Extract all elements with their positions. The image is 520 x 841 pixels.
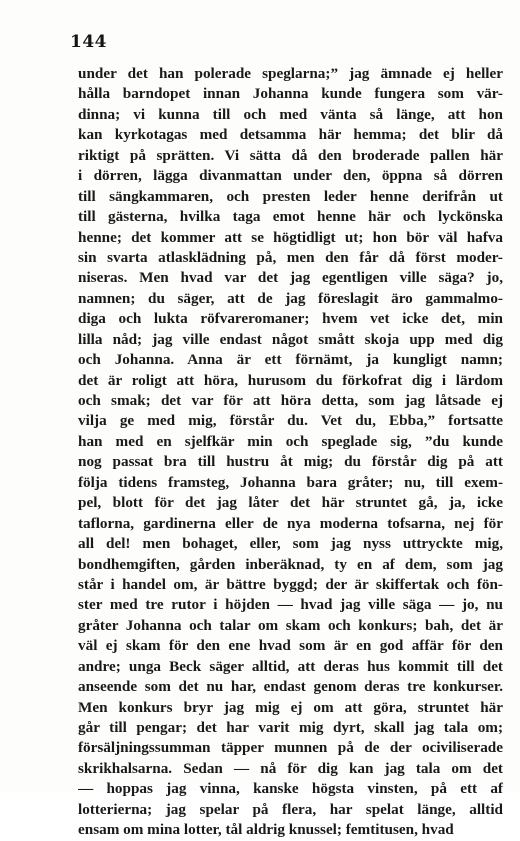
text-line: under det han polerade speglarna;” jag ämnade ej heller <box>78 65 503 82</box>
text-line: han med en sjelfkär min och speglade sig, ”du kunde <box>78 432 503 450</box>
text-line: gråter Johanna och talar om skam och konkurs; bah, det är <box>78 616 503 634</box>
text-line: pel, blott för det jag låter det här struntet gå, ja, icke <box>78 494 503 512</box>
text-line: följa tidens framsteg, Johanna bara gråter; nu, till exem- <box>78 473 503 491</box>
text-line: vilja ge med mig, förstår du. Vet du, Ebba,” fortsatte <box>78 412 503 430</box>
text-line: niseras. Men hvad var det jag egentligen ville säga? jo, <box>78 269 503 287</box>
text-line: lotterierna; jag spelar på flera, har spelat länge, alltid <box>78 800 503 818</box>
text-line: ensam om mina lotter, tål aldrig knussel; femtitusen, hvad <box>78 821 454 839</box>
text-line: sin svarta atlasklädning på, men den får då först moder- <box>78 248 503 266</box>
text-line: henne; det kommer att se högtidligt ut; hon bör väl hafva <box>78 228 503 246</box>
text-line: andre; unga Beck säger alltid, att deras hus kommit till det <box>78 657 503 675</box>
text-line: lilla nåd; jag ville endast något smått skoja upp med dig <box>78 330 503 348</box>
body-text <box>78 64 503 841</box>
text-line: diga och lukta röfvareromaner; hvem vet icke det, min <box>78 310 503 328</box>
text-line: i dörren, lägga divanmattan under den, öppna så dörren <box>78 167 503 185</box>
text-line: Men konkurs bryr jag mig ej om att göra, struntet här <box>78 698 503 716</box>
text-line: anseende som det nu har, endast genom deras tre konkurser. <box>78 678 503 696</box>
text-line: taflorna, gardinerna eller de nya moderna tofsarna, nej för <box>78 514 503 532</box>
text-line: till sängkammaren, och presten leder henne derifrån ut <box>78 187 503 205</box>
text-line: står i handel om, är bättre byggd; der är skiffertak och fön- <box>78 575 503 593</box>
text-line: skrikhalsarna. Sedan — nå för dig kan jag tala om det <box>78 759 503 777</box>
text-line: väl ej skam för den ene hvad som är en god affär för den <box>78 637 503 655</box>
text-line: kan kyrkotagas med detsamma här hemma; det blir då <box>78 126 503 144</box>
text-line: försäljningssumman täpper munnen på de der ociviliserade <box>78 739 503 757</box>
text-line: namnen; du säger, att de jag föreslagit äro gammalmo- <box>78 289 503 307</box>
text-line: nog passat bra till hustru åt mig; du förstår dig på att <box>78 453 503 471</box>
text-line: till gästerna, hvilka taga emot henne här och lyckönska <box>78 208 503 226</box>
text-line: ster med tre rutor i höjden — hvad jag ville säga — jo, nu <box>78 596 503 614</box>
text-line: dinna; vi kunna till och med vänta så länge, att hon <box>78 105 503 123</box>
text-line: och smak; det var för att höra detta, som jag låtsade ej <box>78 392 503 409</box>
text-line: bondhemgiften, gården inberäknad, ty en af dem, som jag <box>78 555 503 573</box>
page-number: 144 <box>70 32 107 52</box>
text-line: all del! men bohaget, eller, som jag nyss uttryckte mig, <box>78 535 503 553</box>
text-line: — hoppas jag vinna, kanske högsta vinsten, på ett af <box>78 780 503 798</box>
text-line: går till pengar; det har varit mig dyrt, skall jag tala om; <box>78 719 503 736</box>
text-line: och Johanna. Anna är ett förnämt, ja kungligt namn; <box>78 351 503 369</box>
text-line: hålla barndopet innan Johanna kunde fungera som vär- <box>78 85 503 103</box>
text-line: riktigt på sprätten. Vi sätta då den broderade pallen här <box>78 146 503 164</box>
text-line: det är roligt att höra, hurusom du förkofrat dig i lärdom <box>78 371 503 389</box>
